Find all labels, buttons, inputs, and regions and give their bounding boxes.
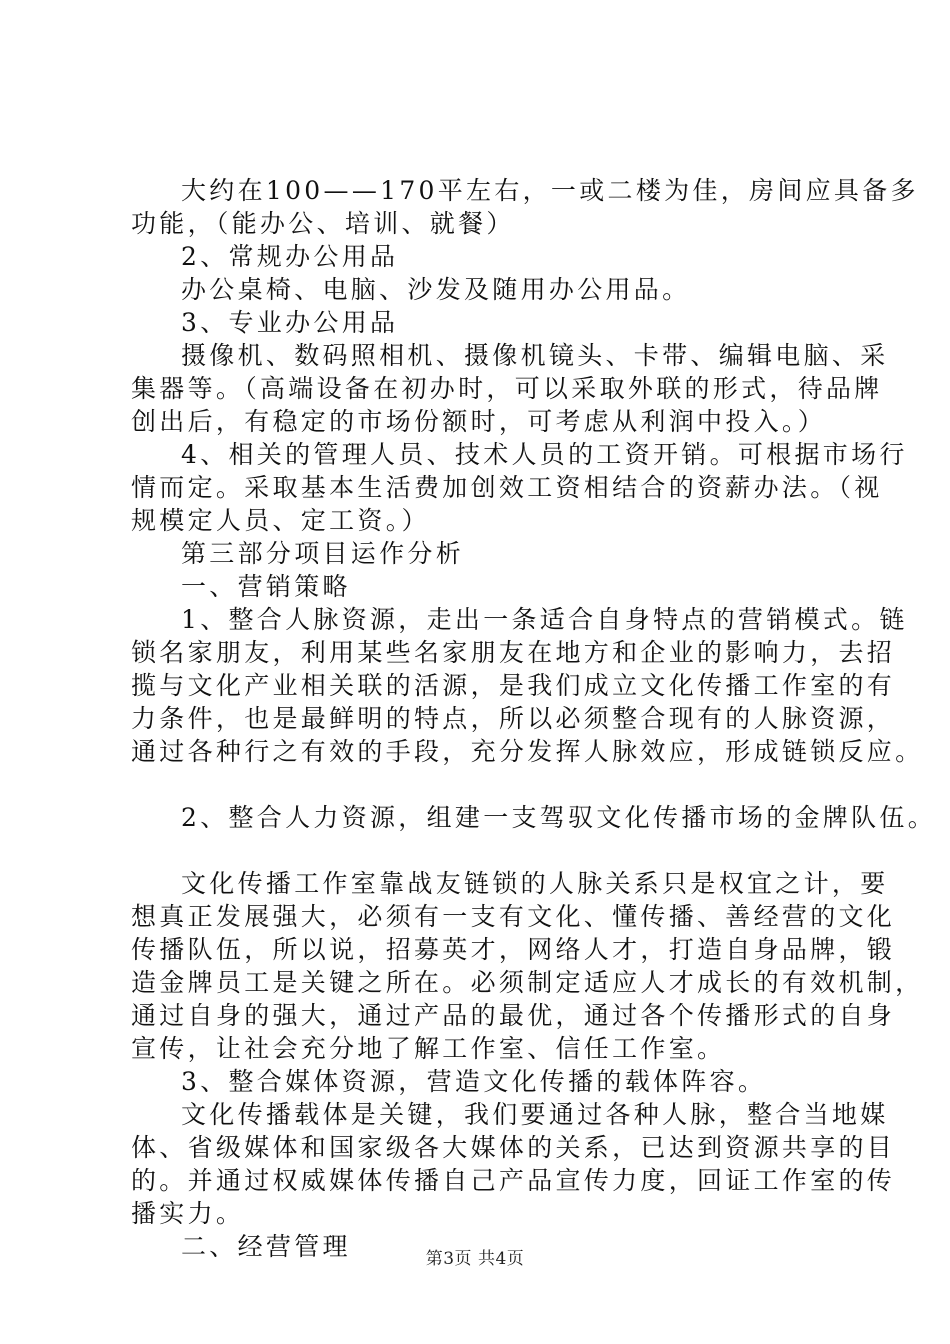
page-footer: 第3页 共4页 [425, 1249, 525, 1269]
paragraph-line: 2、整合人力资源，组建一支驾驭文化传播市场的金牌队伍。 [181, 803, 937, 832]
paragraph-line: 宣传，让社会充分地了解工作室、信任工作室。 [131, 1034, 726, 1063]
paragraph-line: 文化传播工作室靠战友链锁的人脉关系只是权宜之计，要 [181, 869, 889, 898]
paragraph-line: 办公桌椅、电脑、沙发及随用办公用品。 [181, 275, 691, 304]
paragraph-line: 创出后，有稳定的市场份额时，可考虑从利润中投入。） [131, 407, 827, 436]
paragraph-line: 造金牌员工是关键之所在。必须制定适应人才成长的有效机制， [131, 968, 924, 997]
paragraph-line: 想真正发展强大，必须有一支有文化、懂传播、善经营的文化 [131, 902, 896, 931]
blank-line [131, 768, 831, 801]
section-heading: 一、营销策略 [181, 572, 351, 601]
paragraph-line: 集器等。（高端设备在初办时，可以采取外联的形式，待品牌 [131, 374, 883, 403]
section-heading: 二、经营管理 [181, 1232, 351, 1261]
paragraph-line: 3、整合媒体资源，营造文化传播的载体阵容。 [181, 1067, 767, 1096]
paragraph-line: 揽与文化产业相关联的活源，是我们成立文化传播工作室的有 [131, 671, 896, 700]
paragraph-line: 通过自身的强大，通过产品的最优，通过各个传播形式的自身 [131, 1001, 896, 1030]
paragraph-line: 功能，（能办公、培训、就餐） [131, 209, 515, 238]
paragraph-line: 传播队伍，所以说，招募英才，网络人才，打造自身品牌，锻 [131, 935, 896, 964]
paragraph-line: 锁名家朋友，利用某些名家朋友在地方和企业的影响力，去招 [131, 638, 896, 667]
paragraph-line: 情而定。采取基本生活费加创效工资相结合的资薪办法。（视 [131, 473, 883, 502]
document-body [131, 174, 937, 1263]
paragraph-line: 通过各种行之有效的手段，充分发挥人脉效应，形成链锁反应。 [131, 737, 924, 766]
paragraph-line: 文化传播载体是关键，我们要通过各种人脉，整合当地媒 [181, 1100, 889, 1129]
paragraph-line: 1、整合人脉资源，走出一条适合自身特点的营销模式。链 [181, 605, 908, 634]
paragraph-line: 摄像机、数码照相机、摄像机镜头、卡带、编辑电脑、采 [181, 341, 889, 370]
section-heading: 2、常规办公用品 [181, 242, 399, 271]
paragraph-line: 4、相关的管理人员、技术人员的工资开销。可根据市场行 [181, 440, 908, 469]
paragraph-line: 体、省级媒体和国家级各大媒体的关系，已达到资源共享的目 [131, 1133, 896, 1162]
paragraph-line: 规模定人员、定工资。） [131, 506, 430, 535]
paragraph-line: 播实力。 [131, 1199, 245, 1228]
section-heading: 3、专业办公用品 [181, 308, 399, 337]
paragraph-line: 力条件，也是最鲜明的特点，所以必须整合现有的人脉资源， [131, 704, 896, 733]
part-heading: 第三部分项目运作分析 [181, 539, 465, 568]
blank-line [131, 834, 831, 867]
paragraph-line: 大约在100——170平左右，一或二楼为佳，房间应具备多 [181, 176, 919, 205]
paragraph-line: 的。并通过权威媒体传播自己产品宣传力度，回证工作室的传 [131, 1166, 896, 1195]
